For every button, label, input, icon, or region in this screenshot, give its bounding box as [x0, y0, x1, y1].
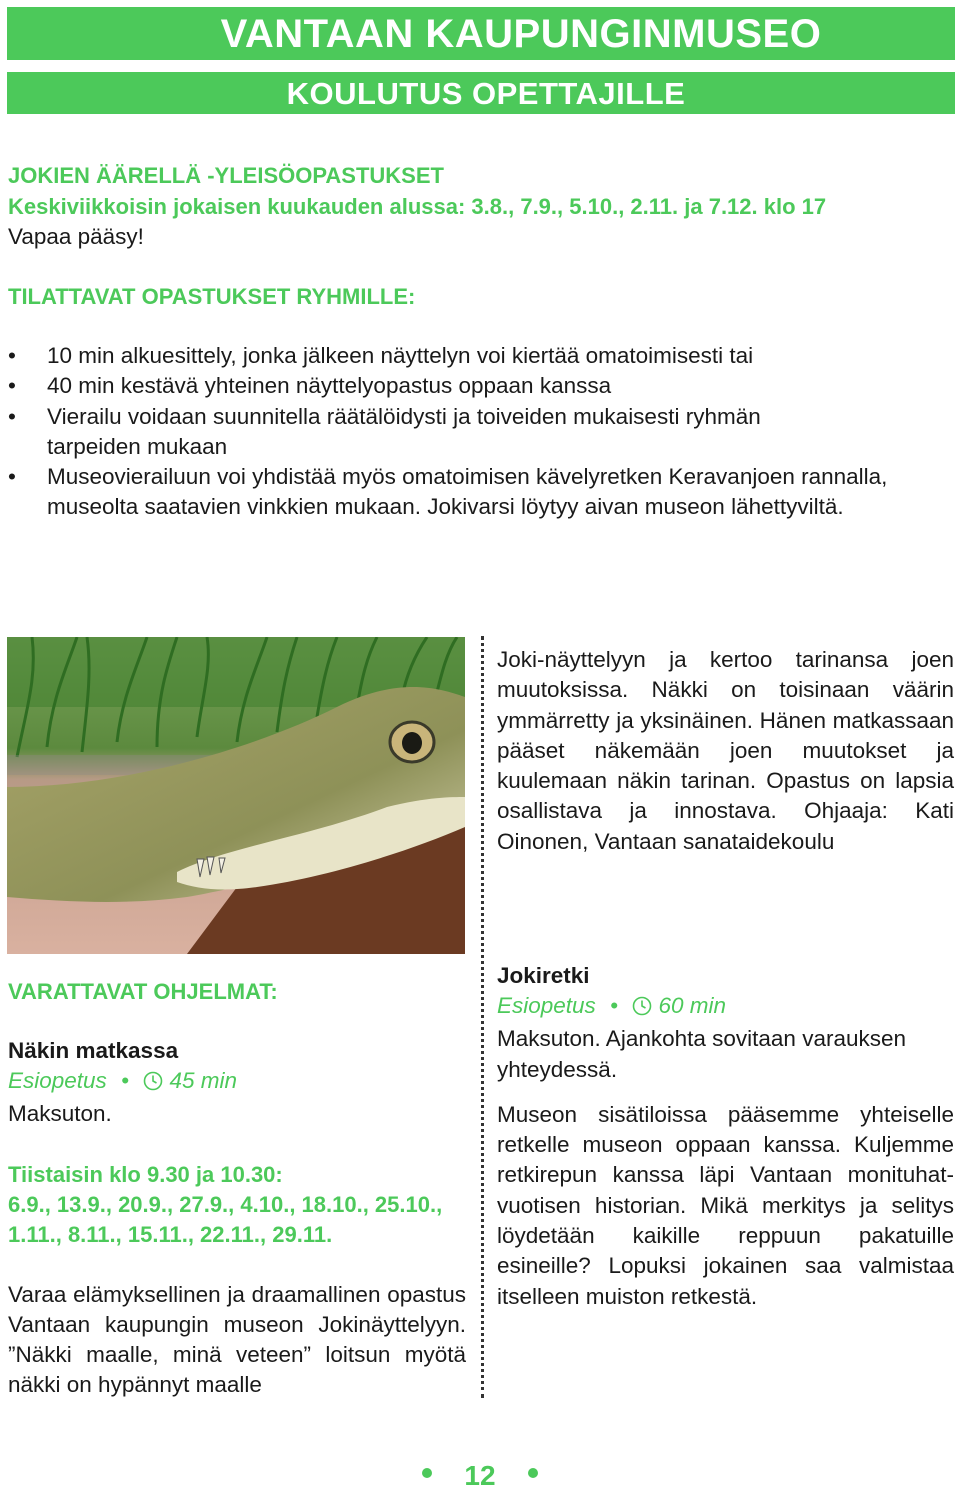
- intro-dates: Keskiviikkoisin jokaisen kuukauden alussa: 3.8., 7.9., 5.10., 2.11. ja 7.12. klo 17: [8, 194, 827, 219]
- page-title: VANTAAN KAUPUNGINMUSEO: [220, 12, 822, 56]
- program-description: Varaa elämyksellinen ja draamallinen opastus Vantaan kaupungin museon Jokinäyttelyyn. ”Näkki maalle, minä veteen” loitsun myötä näkki on hypännyt maalle: [8, 1281, 466, 1398]
- program-duration: 60 min: [658, 993, 727, 1019]
- header-title-band: [7, 7, 955, 60]
- programs-left-column: [8, 978, 466, 1401]
- program-title: Näkin matkassa: [8, 1038, 179, 1063]
- list-item: • Vierailu voidaan suunnitella räätälöidysti ja toiveiden mukaisesti ryhmän tarpeiden mukaan: [8, 402, 807, 463]
- clock-icon: [632, 994, 652, 1024]
- page-subtitle: KOULUTUS OPETTAJILLE: [286, 76, 686, 111]
- header-subtitle-band: [7, 72, 955, 114]
- clock-icon: [143, 1069, 163, 1099]
- intro-section: [8, 160, 953, 252]
- list-item: • 10 min alkuesittely, jonka jälkeen näyttelyn voi kiertää omatoimisesti tai: [8, 341, 938, 371]
- program-description: Museon sisätiloissa pääsemme yhteiselle retkelle museon oppaan kanssa. Kuljemme retkirepun kanssa läpi Vantaan monituhatvuotisen historian. Mikä merkitys ja selitys löydetään kaikille reppuun pakatuille esineille? Lopuksi jokainen saa valmistaa itselleen muiston retkestä.: [497, 1101, 954, 1309]
- list-item: • Museovierailuun voi yhdistää myös omatoimisen kävelyretken Keravanjoen rannalla, museolta saatavien vinkkien mukaan. Jokivarsi löytyy aivan museon lähettyviltä.: [8, 462, 938, 523]
- footer-dot-left: [422, 1468, 432, 1478]
- program-meta: [8, 1066, 466, 1099]
- group-tours-heading: TILATTAVAT OPASTUKSET RYHMILLE:: [8, 284, 416, 309]
- program-audience: Esiopetus: [8, 1068, 107, 1094]
- page-number: 12: [464, 1460, 496, 1491]
- bullet-dot: •: [610, 993, 618, 1019]
- pike-mural-photo: [7, 637, 465, 954]
- list-item: • 40 min kestävä yhteinen näyttelyopastus oppaan kanssa: [8, 371, 938, 401]
- page-footer: [0, 1460, 960, 1492]
- program-price: Maksuton. Ajankohta sovitaan varauksen yhteydessä.: [497, 1026, 906, 1082]
- column-divider: [481, 636, 484, 1398]
- program-meta: [497, 991, 954, 1024]
- program-audience: Esiopetus: [497, 993, 596, 1019]
- program-duration: 45 min: [169, 1068, 238, 1094]
- pike-mural-illustration: [7, 637, 465, 954]
- bullet-dot: •: [121, 1068, 129, 1094]
- group-tours-list: [8, 341, 938, 523]
- schedule-heading: Tiistaisin klo 9.30 ja 10.30:: [8, 1161, 283, 1187]
- programs-right-column: [497, 961, 954, 1312]
- program-title: Jokiretki: [497, 963, 590, 988]
- schedule-dates: 6.9., 13.9., 20.9., 27.9., 4.10., 18.10., 25.10., 1.11., 8.11., 15.11., 22.11., 29.11.: [8, 1191, 443, 1247]
- program-price: Maksuton.: [8, 1101, 112, 1127]
- program-description-continued: Joki-näyttelyyn ja kertoo tarinansa joen muutoksissa. Näkki on toisinaan väärin ymmärretty ja yksinäinen. Hänen matkassaan pääset näkemään joen muutokset ja kuulemaan näkin tarinan. Opastus on lapsia osallistava ja innostava. Ohjaaja: Kati Oinonen, Vantaan sanataidekoulu: [497, 647, 954, 854]
- footer-dot-right: [528, 1468, 538, 1478]
- programs-heading: VARATTAVAT OHJELMAT:: [8, 979, 278, 1004]
- intro-free-entry: Vapaa pääsy!: [8, 224, 144, 249]
- intro-heading: JOKIEN ÄÄRELLÄ -YLEISÖOPASTUKSET: [8, 163, 444, 188]
